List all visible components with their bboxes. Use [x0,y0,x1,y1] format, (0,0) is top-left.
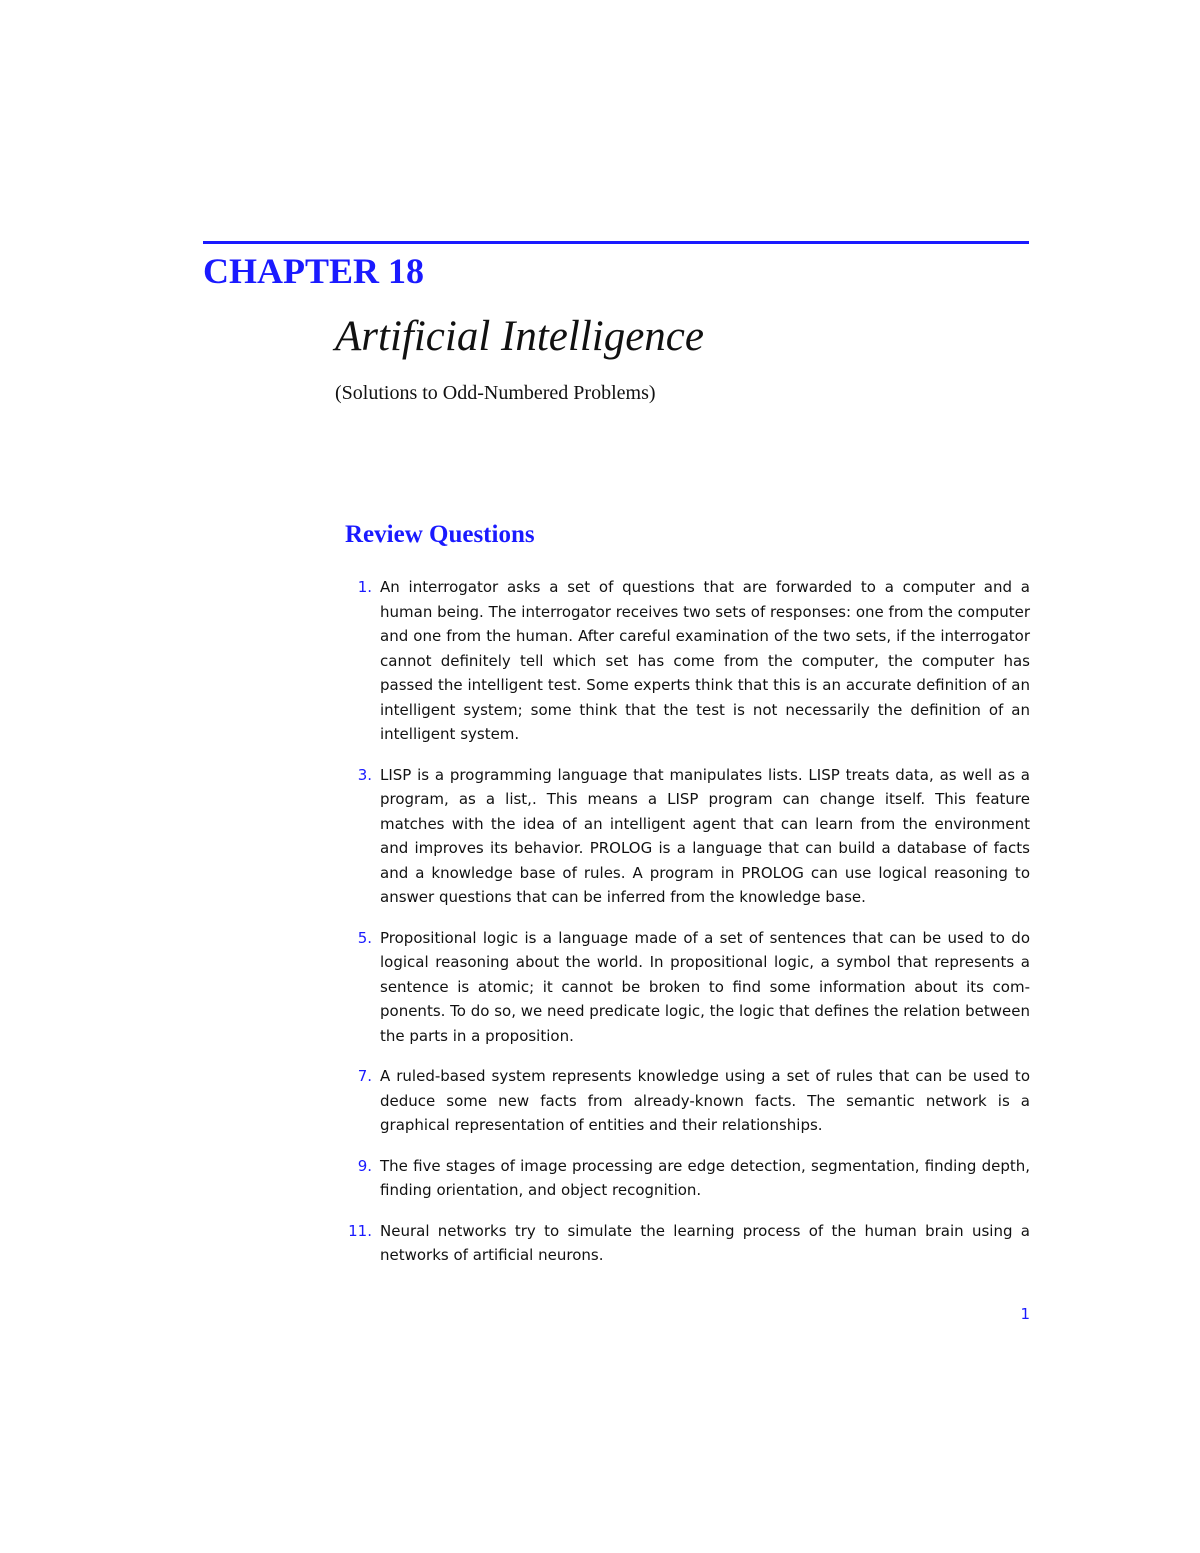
answer-item-9 [340,1154,1030,1203]
answer-text: Propositional logic is a language made of a set of sentences that can be used to do logical reasoning about the world. In propositional logic, a symbol that represents a sentence is atomic; it cannot be broken to find some information about its components. To do so, we need predicate logic, the logic that defines the relation between the parts in a proposition. [380,928,1031,1045]
chapter-top-rule [203,241,1029,244]
answer-number: 1. [357,578,372,596]
chapter-subtitle: (Solutions to Odd-Numbered Problems) [335,382,656,404]
answer-item-5 [340,926,1030,1049]
chapter-title: Artificial Intelligence [335,313,704,360]
page-number: 1 [1020,1305,1030,1323]
answer-text: LISP is a programming language that manipulates lists. LISP treats data, as well as a program, as a list,. This means a LISP program can change itself. This feature matches with the idea of an intelligent agent that can learn from the environment and improves its behavior. PROLOG is a language that can build a database of facts and a knowledge base of rules. A program in PROLOG can use logical reasoning to answer questions that can be inferred from the knowledge base. [380,765,1030,906]
answer-number: 7. [357,1067,372,1085]
answer-item-7 [340,1064,1030,1138]
answer-number: 3. [357,765,372,784]
answer-item-3 [340,763,1030,910]
answer-item-11 [340,1219,1030,1268]
answer-text: Neural networks try to simulate the learning process of the human brain using a networks of artificial neurons. [380,1221,1030,1264]
answer-text: A ruled-based system represents knowledge using a set of rules that can be used to deduce some new facts from already-known facts. The semantic network is a graphical representation of entities and their relationships. [380,1067,1030,1134]
answer-text: The five stages of image processing are edge detection, segmentation, finding depth, finding orientation, and object recognition. [380,1156,1030,1199]
answer-list [340,575,1030,1284]
answer-text: An interrogator asks a set of questions that are forwarded to a computer and a human being. The interrogator receives two sets of responses: one from the computer and one from the human. After careful examination of the two sets, if the interrogator cannot definitely tell which set has come from the computer, the computer has passed the intelligent test. Some experts think that this is an accurate definition of an intelligent system; some think that the test is not necessarily the definition of an intelligent system. [380,578,1030,743]
answer-number: 11. [348,1221,372,1240]
answer-number: 5. [357,928,372,947]
answer-number: 9. [357,1156,372,1175]
answer-item-1 [340,575,1030,747]
chapter-label: CHAPTER 18 [203,251,425,291]
section-heading: Review Questions [345,521,535,548]
